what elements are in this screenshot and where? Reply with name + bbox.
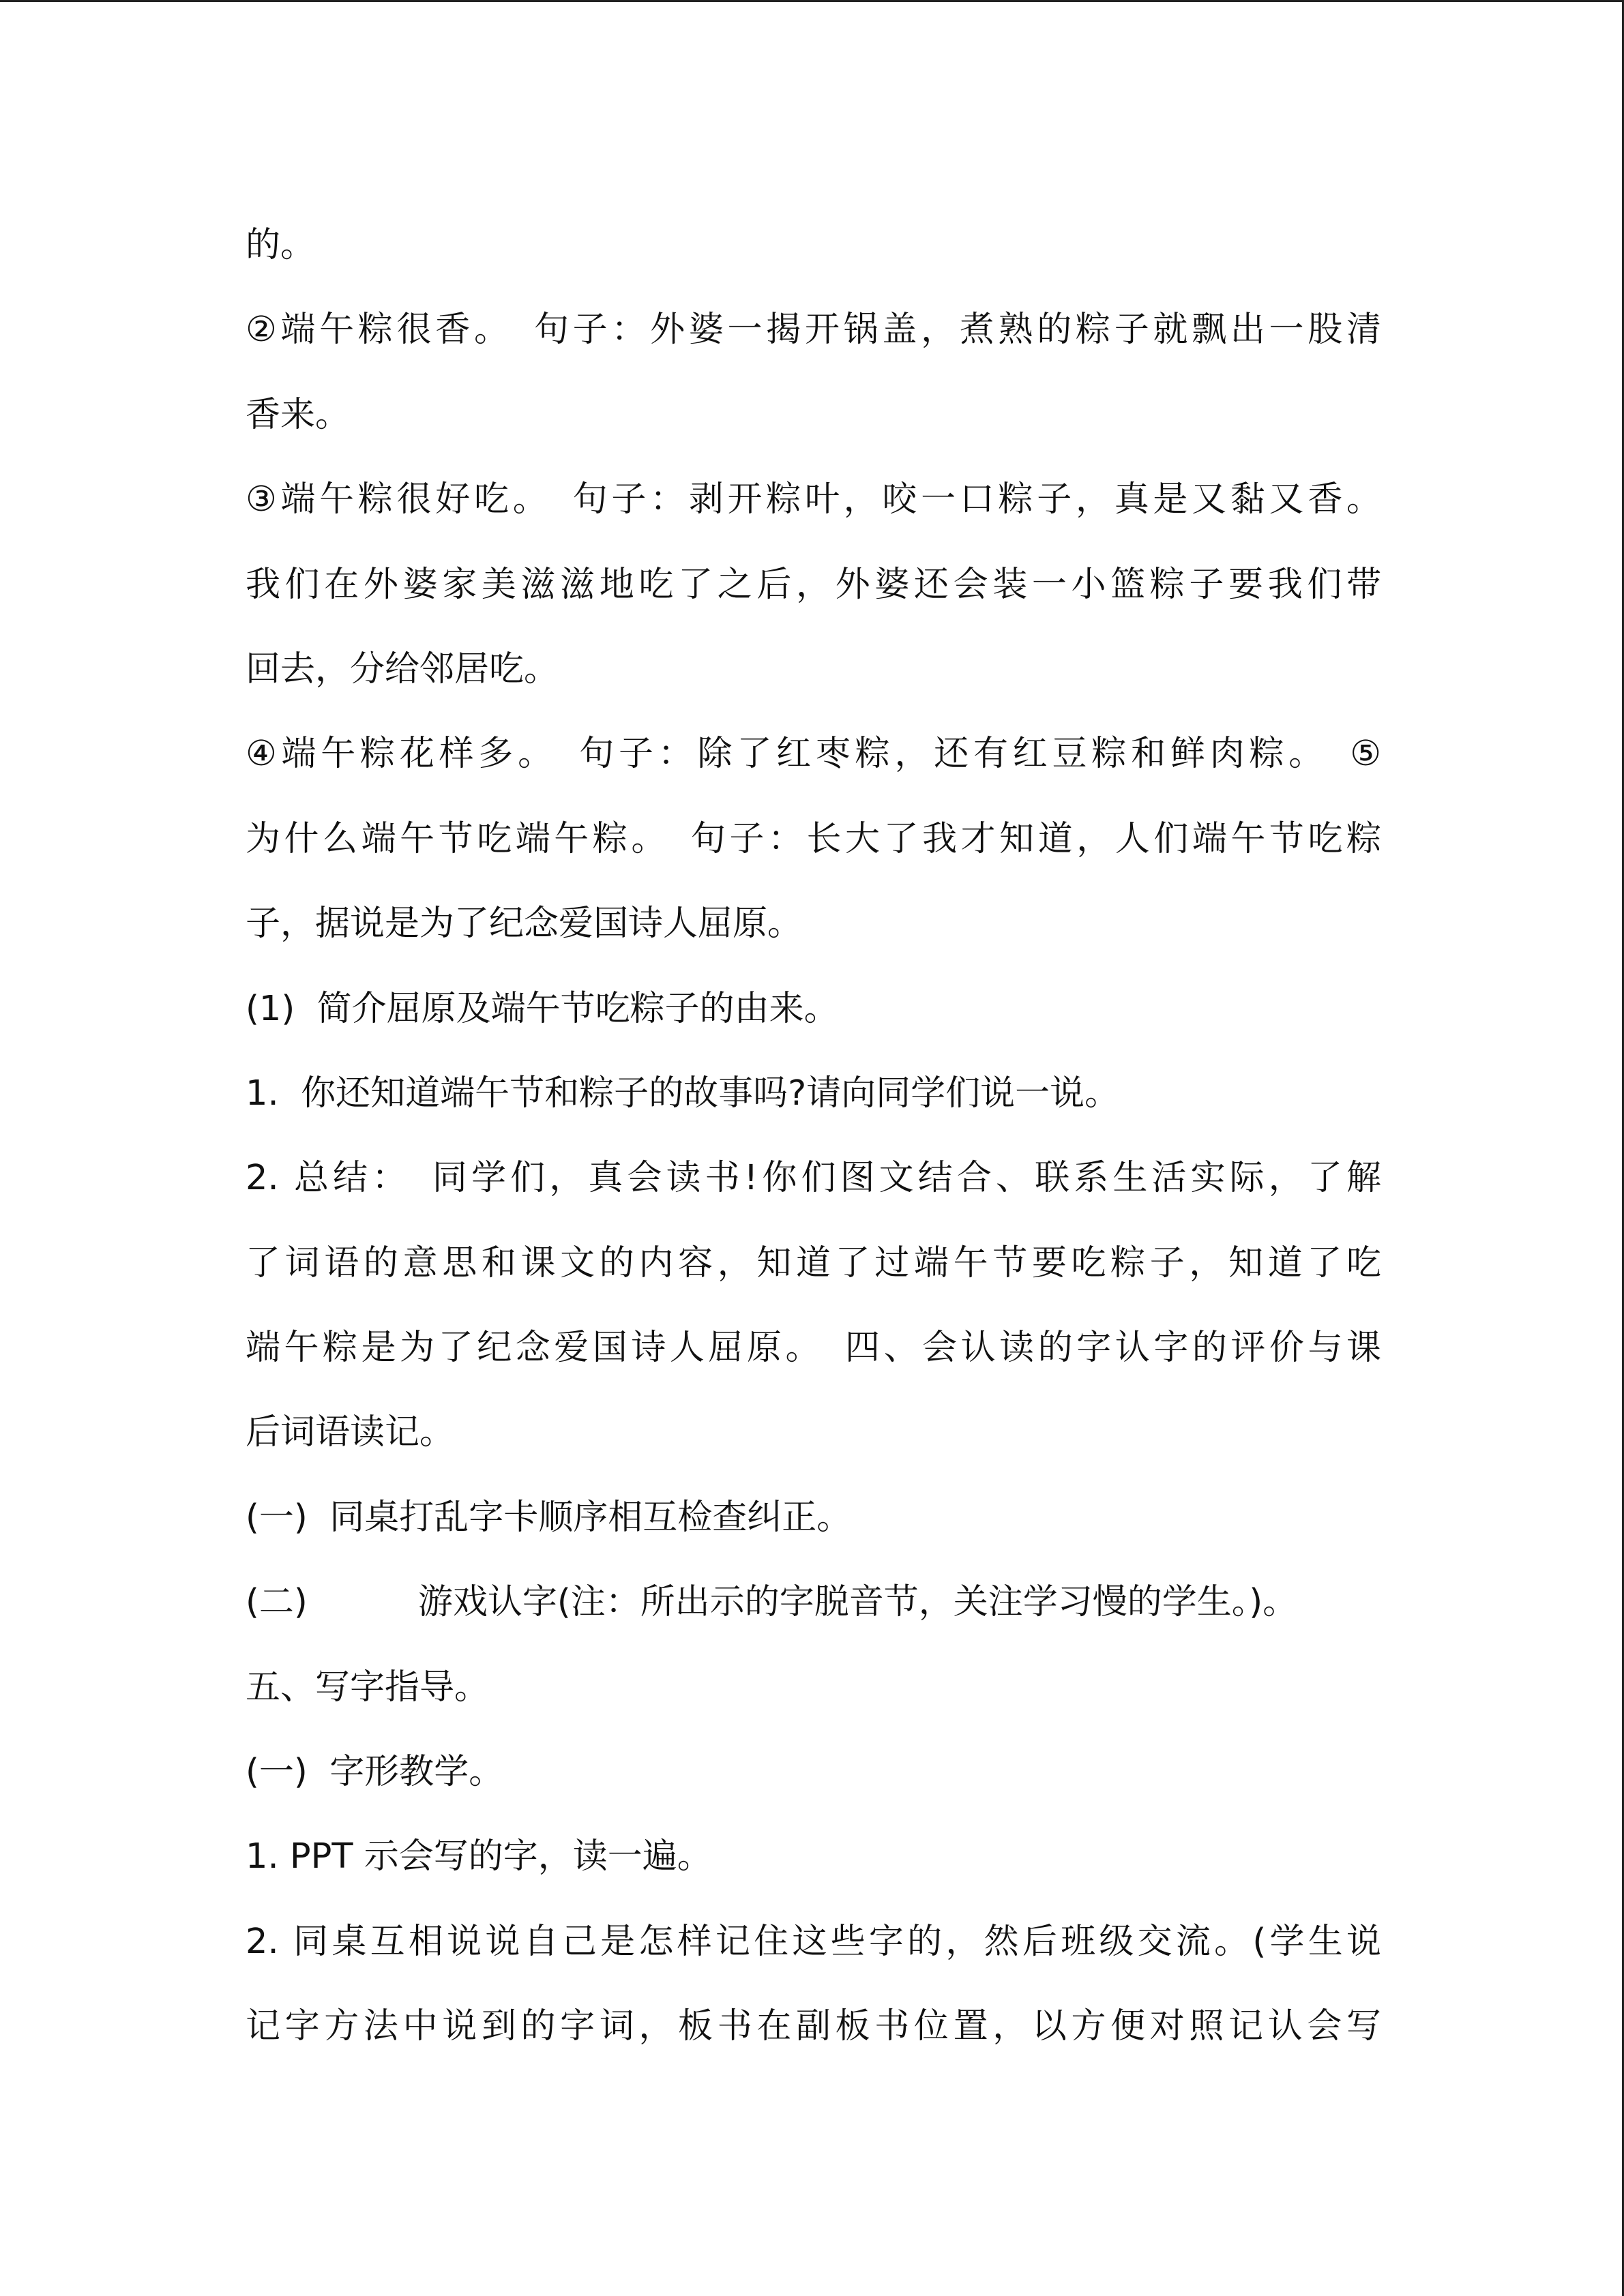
text-line: (一) 同桌打乱字卡顺序相互检查纠正。 [246, 1497, 852, 1538]
text-line: (1) 简介屈原及端午节吃粽子的由来。 [246, 988, 839, 1029]
text-line: (一) 字形教学。 [246, 1752, 504, 1793]
text-line: 1. PPT 示会写的字，读一遍。 [246, 1836, 712, 1877]
text-line: 的。 [246, 225, 316, 265]
text-line: 了词语的意思和课文的内容，知道了过端午节要吃粽子，知道了吃 [246, 1242, 1381, 1283]
text-line: 为什么端午节吃端午粽。 句子：长大了我才知道，人们端午节吃粽 [246, 818, 1381, 859]
text-line: 子，据说是为了纪念爱国诗人屈原。 [246, 904, 803, 944]
text-line: ②端午粽很香。 句子：外婆一揭开锅盖，煮熟的粽子就飘出一股清 [246, 310, 1381, 351]
text-line: 1. 你还知道端午节和粽子的故事吗?请向同学们说一说。 [246, 1073, 1120, 1114]
text-line: 记字方法中说到的字词，板书在副板书位置，以方便对照记认会写 [246, 2006, 1381, 2047]
text-line: (二) 游戏认字(注：所出示的字脱音节，关注学习慢的学生。)。 [246, 1582, 1298, 1623]
text-line: 我们在外婆家美滋滋地吃了之后，外婆还会装一小篮粽子要我们带 [246, 564, 1381, 605]
text-line: 回去，分给邻居吃。 [246, 648, 559, 689]
text-line: 2. 总结： 同学们，真会读书!你们图文结合、联系生活实际，了解 [246, 1158, 1381, 1199]
text-line: 后词语读记。 [246, 1412, 455, 1453]
text-line: ③端午粽很好吃。 句子：剥开粽叶，咬一口粽子，真是又黏又香。 [246, 479, 1381, 520]
text-line: 五、写字指导。 [246, 1667, 490, 1708]
body-text [246, 203, 1381, 2070]
text-line: 端午粽是为了纪念爱国诗人屈原。 四、会认读的字认字的评价与课 [246, 1328, 1381, 1369]
text-line: 香来。 [246, 394, 351, 435]
text-line: ④端午粽花样多。 句子：除了红枣粽，还有红豆粽和鲜肉粽。 ⑤ [246, 734, 1381, 775]
text-line: 2. 同桌互相说说自己是怎样记住这些字的，然后班级交流。(学生说 [246, 1921, 1381, 1962]
